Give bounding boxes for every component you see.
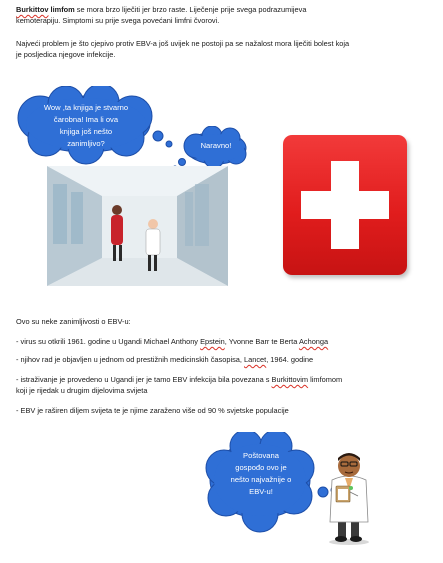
speech-text-bottom [206, 450, 316, 498]
speech-bottom-line2: gospođo ovo je [235, 463, 287, 472]
paragraph-vaccine-line2: je posljedica njegove infekcije. [16, 50, 116, 59]
speech-bottom-line4: EBV-u! [249, 487, 273, 496]
speech-left-line1: Wow ,ta knjiga je stvarno [43, 103, 129, 112]
speech-left-line3: knjiga još nešto [59, 127, 113, 136]
paragraph-burkitt-text: se mora brzo liječiti jer brzo raste. Liječenje prije svega podrazumijeva [74, 5, 307, 14]
fact-discovery-mid: , Yvonne Barr te Berta [224, 337, 299, 346]
fact-item-research [16, 374, 426, 396]
swiss-cross-icon [283, 135, 407, 275]
cross-horizontal-bar [301, 191, 389, 219]
paragraph-vaccine-line1: Najveći problem je što cjepivo protiv EBV-a još uvijek ne postoji pa se nažalost mora liječiti bolest koja [16, 39, 350, 48]
fact-discovery-text: - virus su otkrili 1961. godine u Ugandi Michael Anthony [16, 337, 201, 346]
word-burkittovim: Burkittovim [271, 375, 309, 384]
hospital-corridor-image [47, 166, 228, 286]
speech-bottom-line3: nešto najvažnije o [230, 475, 292, 484]
fact-item-prevalence: - EBV je raširen diljem svijeta te je njime zaraženo više od 90 % svjetske populacije [16, 406, 289, 415]
fact-research-line2: koji je rijedak u drugim dijelovima svijeta [16, 386, 148, 395]
speech-text-right: Naravno! [200, 141, 232, 150]
fact-item-discovery [16, 336, 426, 347]
doctor-cartoon-icon [318, 446, 380, 546]
paragraph-vaccine [16, 38, 426, 60]
speech-left-line4: zanimljivo? [67, 139, 105, 148]
word-epstein: Epstein [200, 337, 225, 346]
speech-text-left [22, 102, 150, 150]
fact-research-post: limfomom [308, 375, 343, 384]
facts-intro: Ovo su neke zanimljivosti o EBV-u: [16, 317, 131, 326]
speech-left-line2: čarobna! Ima li ova [53, 115, 119, 124]
speech-bottom-line1: Poštovana [243, 451, 279, 460]
fact-research-text: - istraživanje je provedeno u Ugandi jer je tamo EBV infekcija bila povezana s [16, 375, 272, 384]
fact-item-publication [16, 354, 426, 365]
word-lancet: Lancet [244, 355, 267, 364]
fact-publication-post: , 1964. godine [266, 355, 314, 364]
fact-publication-text: - njihov rad je objavljen u jednom od prestižnih medicinskih časopisa, [16, 355, 244, 364]
term-burkittov: Burkittov [16, 5, 49, 14]
paragraph-burkitt-line2: kemoterapiju. Simptomi su prije svega povećani limfni čvorovi. [16, 16, 220, 25]
term-limfom: limfom [50, 5, 75, 14]
paragraph-burkitt [16, 4, 426, 26]
word-achonga: Achonga [298, 337, 329, 346]
